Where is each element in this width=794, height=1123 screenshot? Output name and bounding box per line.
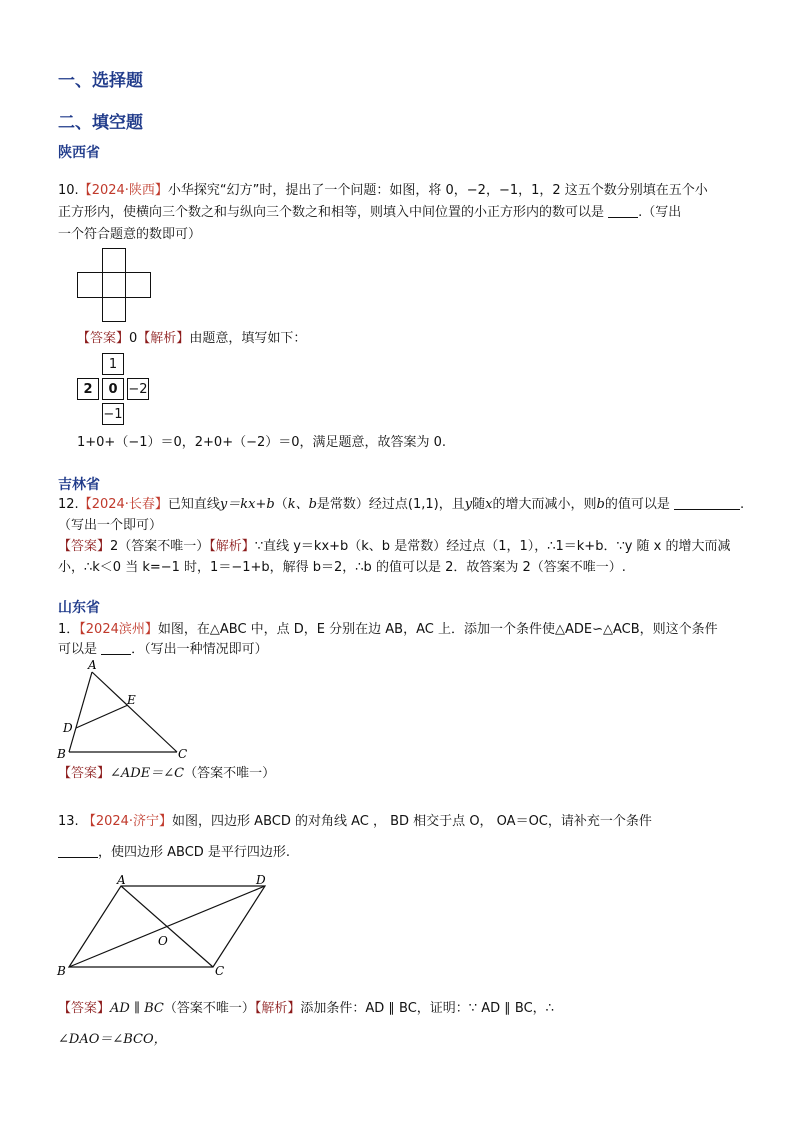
- label-a: A: [117, 873, 126, 887]
- q13-text2b: ，使四边形 ABCD 是平行四边形.: [98, 845, 291, 860]
- answer-blank: [101, 640, 131, 655]
- answer-tag: 【答案】: [58, 1001, 111, 1016]
- grid-cell-left: 2: [77, 378, 99, 400]
- answer-blank: [58, 843, 98, 858]
- label-b: B: [57, 747, 66, 761]
- answer-tag: 【答案】: [58, 539, 111, 554]
- q10-filled-grid: [77, 353, 149, 425]
- q13-answer-math: AD ∥ BC: [110, 1001, 164, 1016]
- q12-x: x: [485, 497, 493, 512]
- q1-answer-line: [58, 764, 275, 784]
- q10-source: 【2024·陕西】: [78, 183, 168, 198]
- q13-line1: [58, 812, 652, 832]
- province-shandong: 山东省: [58, 600, 100, 616]
- q12-equation: y＝kx+b: [219, 497, 275, 512]
- answer-tag: 【答案】: [58, 766, 111, 781]
- answer-blank: [608, 203, 638, 218]
- q12-line1: [58, 495, 744, 515]
- q13-analysis-text: 添加条件：AD ∥ BC，证明：∵ AD ∥ BC，∴: [300, 1001, 554, 1016]
- q13-answer-line: [58, 999, 554, 1019]
- q1-line2: [58, 640, 268, 660]
- label-c: C: [178, 747, 188, 761]
- q1-text2b: ．（写出一种情况即可）: [131, 642, 268, 657]
- grid-cell-right: −2: [127, 378, 149, 400]
- q10-text2: 正方形内，使横向三个数之和与纵向三个数之和相等，则填入中间位置的小正方形内的数可以是: [58, 205, 605, 220]
- label-o: O: [158, 934, 168, 948]
- q13-parallelogram-figure: [55, 872, 275, 982]
- cross-cell-center: [102, 272, 126, 298]
- q12-text-b: （: [274, 497, 288, 512]
- q12-text-a: 已知直线: [167, 497, 220, 512]
- q12-b: b: [596, 497, 605, 512]
- q10-text2-tail: .（写出: [638, 205, 682, 220]
- q12-number: 12.: [58, 497, 79, 512]
- q10-answer-line: [77, 329, 306, 349]
- q1-source: 【2024滨州】: [79, 622, 158, 637]
- q12-text-f: 的值可以是: [604, 497, 670, 512]
- label-e: E: [127, 693, 136, 707]
- q1-triangle-figure: [55, 658, 195, 764]
- q13-source: 【2024·济宁】: [82, 814, 173, 829]
- q12-text-e: 的增大而减小，则: [492, 497, 597, 512]
- q10-answer-value: 0: [129, 331, 138, 346]
- q12-analysis-2: 小，∴k＜0 当 k=−1 时，1＝−1+b，解得 b＝2，∴b 的值可以是 2．故答案为 2（答案不唯一）.: [58, 560, 626, 575]
- q1-text2a: 可以是: [58, 642, 98, 657]
- q12-answer-line: [58, 537, 731, 557]
- cross-cell-right: [125, 272, 151, 298]
- section-heading-choice: 一、选择题: [58, 71, 143, 91]
- q13-line2: [58, 843, 290, 863]
- cross-cell-top: [102, 248, 126, 273]
- q12-analysis-1: ∵直线 y＝kx+b（k、b 是常数）经过点（1，1），∴1＝k+b．∵y 随 x 的增大而减: [254, 539, 731, 554]
- province-jilin: 吉林省: [58, 477, 100, 493]
- q12-text-end: .: [739, 497, 745, 512]
- q13-number: 13.: [58, 814, 79, 829]
- analysis-tag: 【解析】: [137, 331, 190, 346]
- label-d: D: [256, 873, 266, 887]
- q12-y: y: [464, 497, 473, 512]
- q1-line1: [58, 620, 718, 640]
- q10-line2: [58, 203, 681, 223]
- q10-cross-figure: [77, 248, 151, 322]
- q1-answer-math: ∠ADE＝∠C: [110, 766, 185, 781]
- q10-line1: [58, 181, 708, 201]
- q1-answer-note: （答案不唯一）: [184, 766, 276, 781]
- grid-cell-top: 1: [102, 353, 124, 375]
- cross-cell-bottom: [102, 297, 126, 322]
- q12-answer-text: 2（答案不唯一）: [110, 539, 210, 554]
- q13-last-line: ∠DAO＝∠BCO，: [58, 1032, 167, 1047]
- q12-kb: k、b: [287, 497, 317, 512]
- q12-text-c: 是常数）经过点(1,1)，且: [316, 497, 465, 512]
- q13-answer-note: （答案不唯一）: [163, 1001, 255, 1016]
- q10-number: 10.: [58, 183, 79, 198]
- diagonal-bd: [69, 886, 265, 967]
- q1-number: 1．: [58, 622, 80, 637]
- edge-ac: [92, 672, 177, 752]
- province-shaanxi: 陕西省: [58, 145, 100, 161]
- grid-cell-bottom: −1: [102, 403, 124, 425]
- label-d: D: [63, 721, 73, 735]
- label-a: A: [88, 658, 97, 672]
- analysis-tag: 【解析】: [209, 539, 255, 554]
- q12-source: 【2024·长春】: [78, 497, 168, 512]
- q13-text1: 如图，四边形 ABCD 的对角线 AC ， BD 相交于点 O， OA＝OC，请补充一个条件: [172, 814, 652, 829]
- q10-line3: 一个符合题意的数即可）: [58, 227, 202, 242]
- q10-text1: 小华探究“幻方”时，提出了一个问题：如图，将 0，−2，−1，1，2 这五个数分别填在五个小: [167, 183, 708, 198]
- analysis-tag: 【解析】: [254, 1001, 301, 1016]
- q1-text1: 如图，在△ABC 中，点 D，E 分别在边 AB，AC 上．添加一个条件使△ADE∽△ACB，则这个条件: [157, 622, 718, 637]
- answer-tag: 【答案】: [77, 331, 130, 346]
- q10-analysis-text: 由题意，填写如下：: [189, 331, 307, 346]
- label-c: C: [215, 964, 225, 978]
- section-heading-fill: 二、填空题: [58, 113, 143, 133]
- q12-text-d: 随: [472, 497, 486, 512]
- segment-de: [76, 705, 128, 728]
- q12-line2: （写出一个即可）: [58, 518, 163, 533]
- edge-ab: [69, 672, 92, 752]
- answer-blank: [674, 495, 740, 510]
- q10-conclusion: 1+0+（−1）＝0，2+0+（−2）＝0，满足题意，故答案为 0.: [77, 435, 447, 450]
- cross-cell-left: [77, 272, 103, 298]
- grid-cell-center: 0: [102, 378, 124, 400]
- label-b: B: [57, 964, 66, 978]
